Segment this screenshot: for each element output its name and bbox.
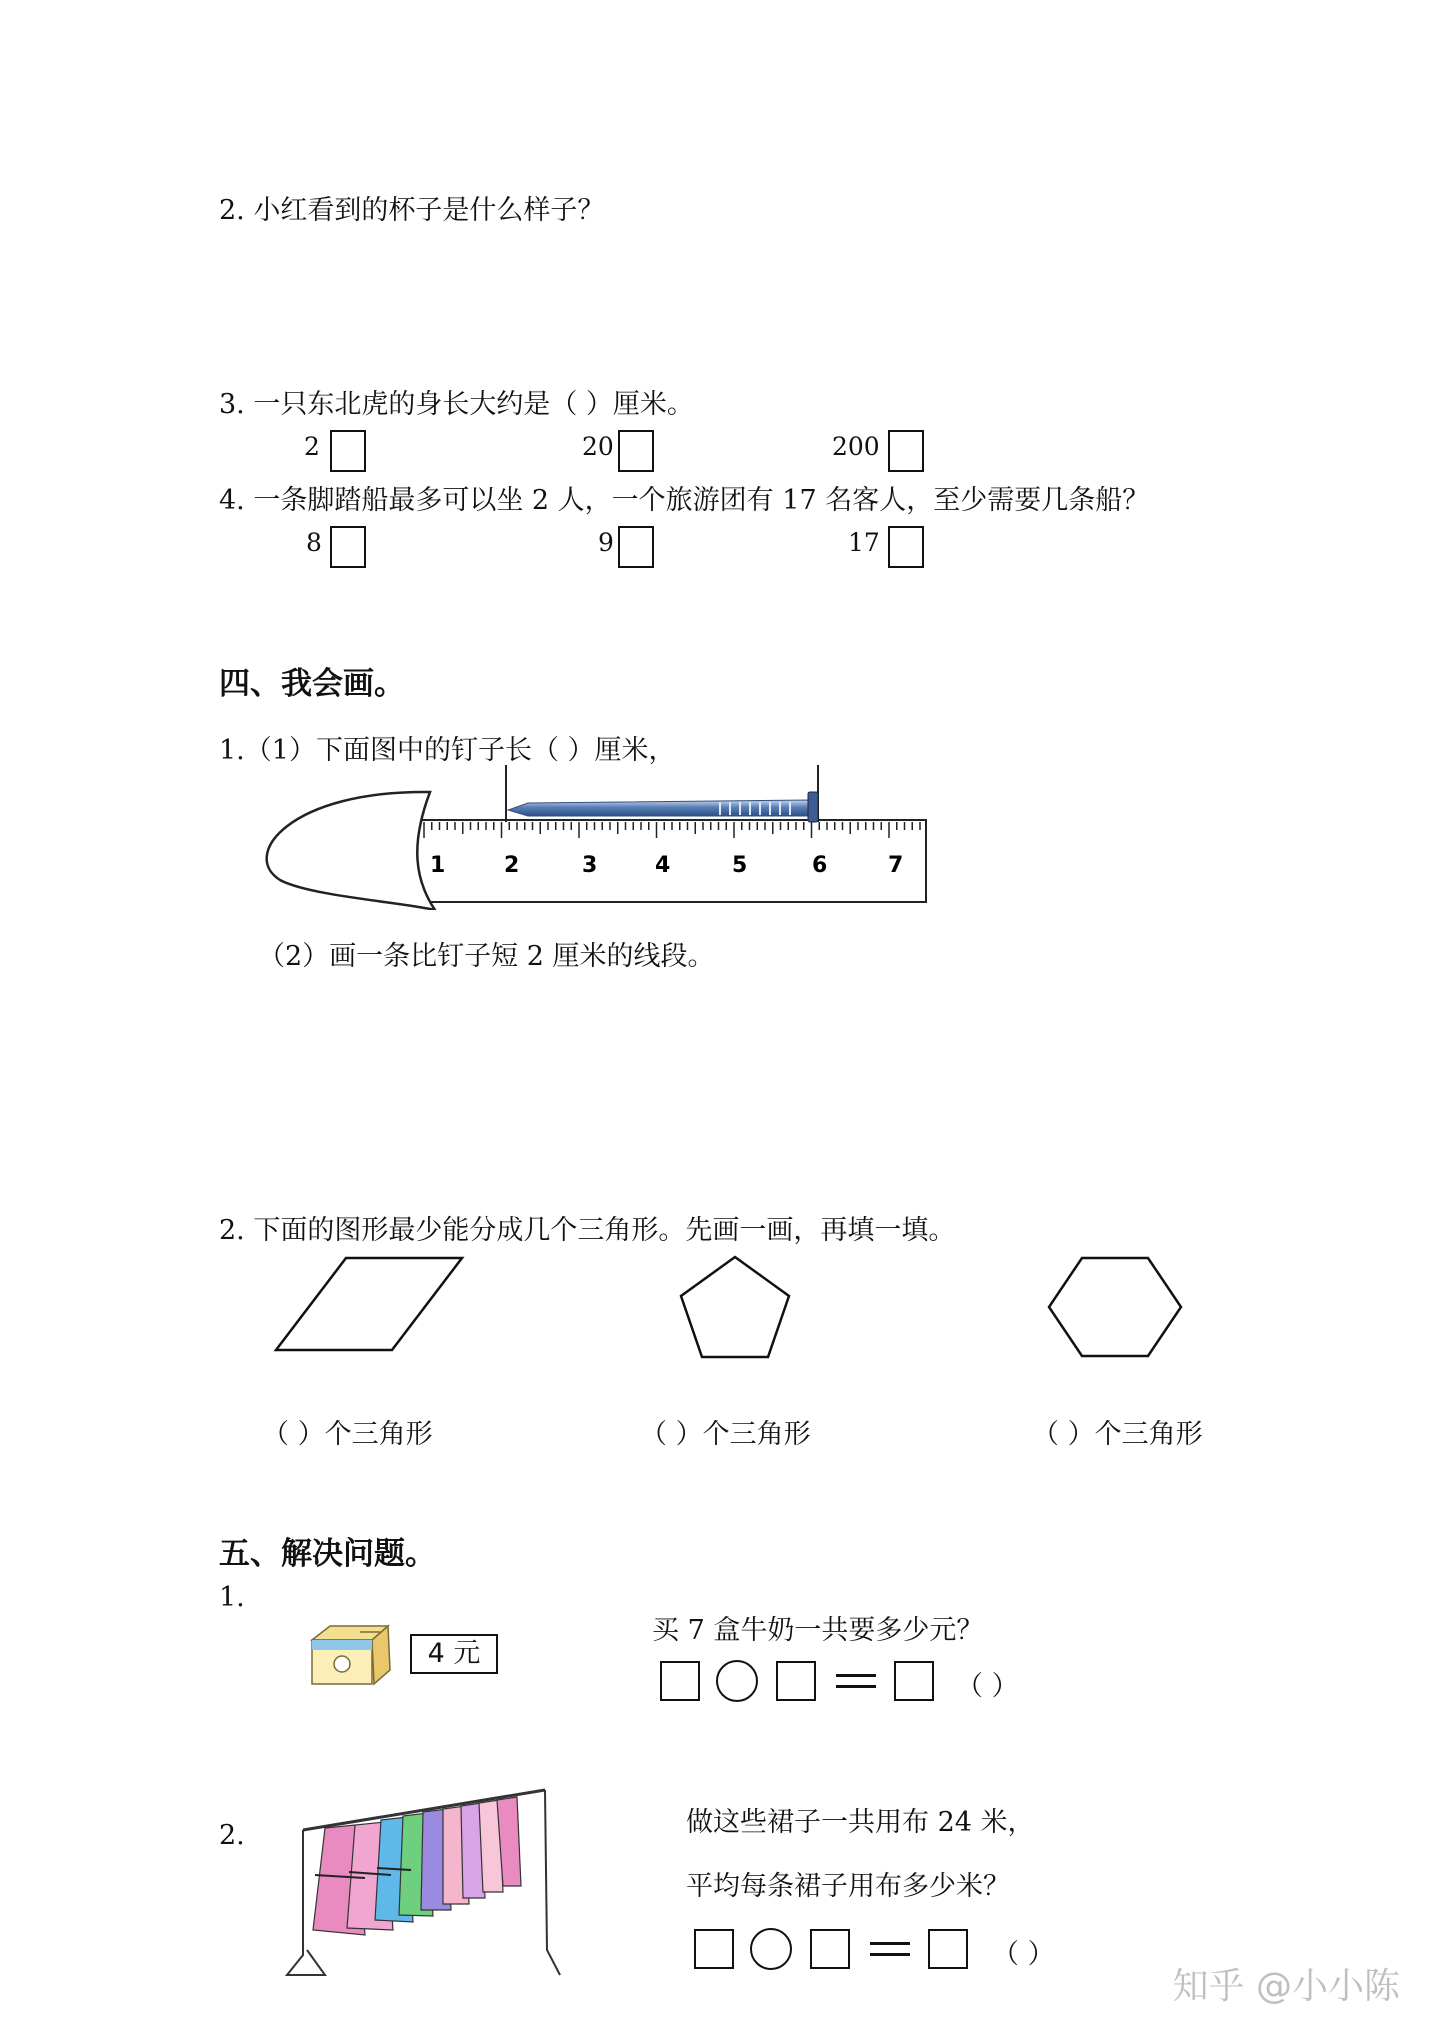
p2-equation-result-box[interactable] xyxy=(928,1929,968,1969)
p1-equation-box-1[interactable] xyxy=(660,1661,700,1701)
section-4-title: 四、我会画。 xyxy=(219,666,405,702)
q4-option-b-checkbox[interactable] xyxy=(618,526,654,568)
ruler-tick-label: 2 xyxy=(504,853,520,878)
q4-option-c-label: 17 xyxy=(848,528,880,557)
p1-equation-result-box[interactable] xyxy=(894,1661,934,1701)
pentagon-triangle-count[interactable]: （ ）个三角形 xyxy=(640,1419,811,1450)
dress-rack-image xyxy=(285,1780,565,1980)
p2-unit-paren[interactable]: （ ） xyxy=(992,1939,1055,1970)
ruler-broken-end xyxy=(267,792,435,910)
problem-1-number: 1. xyxy=(219,1582,245,1613)
problem-2-line-2: 平均每条裙子用布多少米？ xyxy=(686,1871,1010,1902)
p2-equals-sign xyxy=(870,1942,910,1956)
q4-option-a-label: 8 xyxy=(306,528,322,557)
section-4-q1-part2: （2）画一条比钉子短 2 厘米的线段。 xyxy=(258,941,715,972)
p2-equation-box-2[interactable] xyxy=(810,1929,850,1969)
ruler-tick-label: 6 xyxy=(812,853,828,878)
milk-box-image xyxy=(300,1620,400,1690)
zhihu-watermark: 知乎 @小小陈 xyxy=(1172,1966,1400,2007)
ruler-tick-label: 3 xyxy=(582,853,598,878)
question-3-text: 3. 一只东北虎的身长大约是（ ）厘米。 xyxy=(219,389,694,420)
ruler-with-nail-figure xyxy=(250,760,940,910)
question-2-text: 2. 小红看到的杯子是什么样子？ xyxy=(219,195,605,226)
ruler-tick-label: 1 xyxy=(430,853,446,878)
p1-equation-operator-circle[interactable] xyxy=(716,1660,758,1702)
q3-option-c-label: 200 xyxy=(832,432,880,461)
q3-option-a-checkbox[interactable] xyxy=(330,430,366,472)
parallelogram-triangle-count[interactable]: （ ）个三角形 xyxy=(262,1419,433,1450)
p1-equation-box-2[interactable] xyxy=(776,1661,816,1701)
problem-2-line-1: 做这些裙子一共用布 24 米， xyxy=(686,1807,1035,1838)
problem-1-question: 买 7 盒牛奶一共要多少元？ xyxy=(652,1615,984,1646)
nail-head xyxy=(808,792,818,822)
q3-option-b-label: 20 xyxy=(582,432,614,461)
section-4-q2-text: 2. 下面的图形最少能分成几个三角形。先画一画，再填一填。 xyxy=(219,1215,956,1246)
p1-equals-sign xyxy=(836,1674,876,1688)
parallelogram-shape[interactable] xyxy=(270,1250,470,1360)
ruler-tick-label: 4 xyxy=(655,853,671,878)
q4-option-a-checkbox[interactable] xyxy=(330,526,366,568)
section-5-title: 五、解决问题。 xyxy=(219,1536,436,1572)
question-4-text: 4. 一条脚踏船最多可以坐 2 人，一个旅游团有 17 名客人，至少需要几条船？ xyxy=(219,485,1150,516)
pentagon-shape[interactable] xyxy=(670,1250,800,1365)
nail-shaft xyxy=(508,800,810,816)
hexagon-shape[interactable] xyxy=(1040,1250,1190,1365)
milk-price-tag: 4 元 xyxy=(410,1634,498,1674)
q3-option-a-label: 2 xyxy=(304,432,320,461)
p1-unit-paren[interactable]: （ ） xyxy=(956,1671,1019,1702)
q4-option-c-checkbox[interactable] xyxy=(888,526,924,568)
q3-option-c-checkbox[interactable] xyxy=(888,430,924,472)
p2-equation-box-1[interactable] xyxy=(694,1929,734,1969)
problem-2-number: 2. xyxy=(219,1820,245,1851)
section-4-q1-part1: 1.（1）下面图中的钉子长（ ）厘米， xyxy=(219,735,676,766)
q4-option-b-label: 9 xyxy=(598,528,614,557)
p2-equation-operator-circle[interactable] xyxy=(750,1928,792,1970)
ruler-tick-label: 7 xyxy=(888,853,904,878)
ruler-tick-label: 5 xyxy=(732,853,748,878)
q3-option-b-checkbox[interactable] xyxy=(618,430,654,472)
hexagon-triangle-count[interactable]: （ ）个三角形 xyxy=(1032,1419,1203,1450)
